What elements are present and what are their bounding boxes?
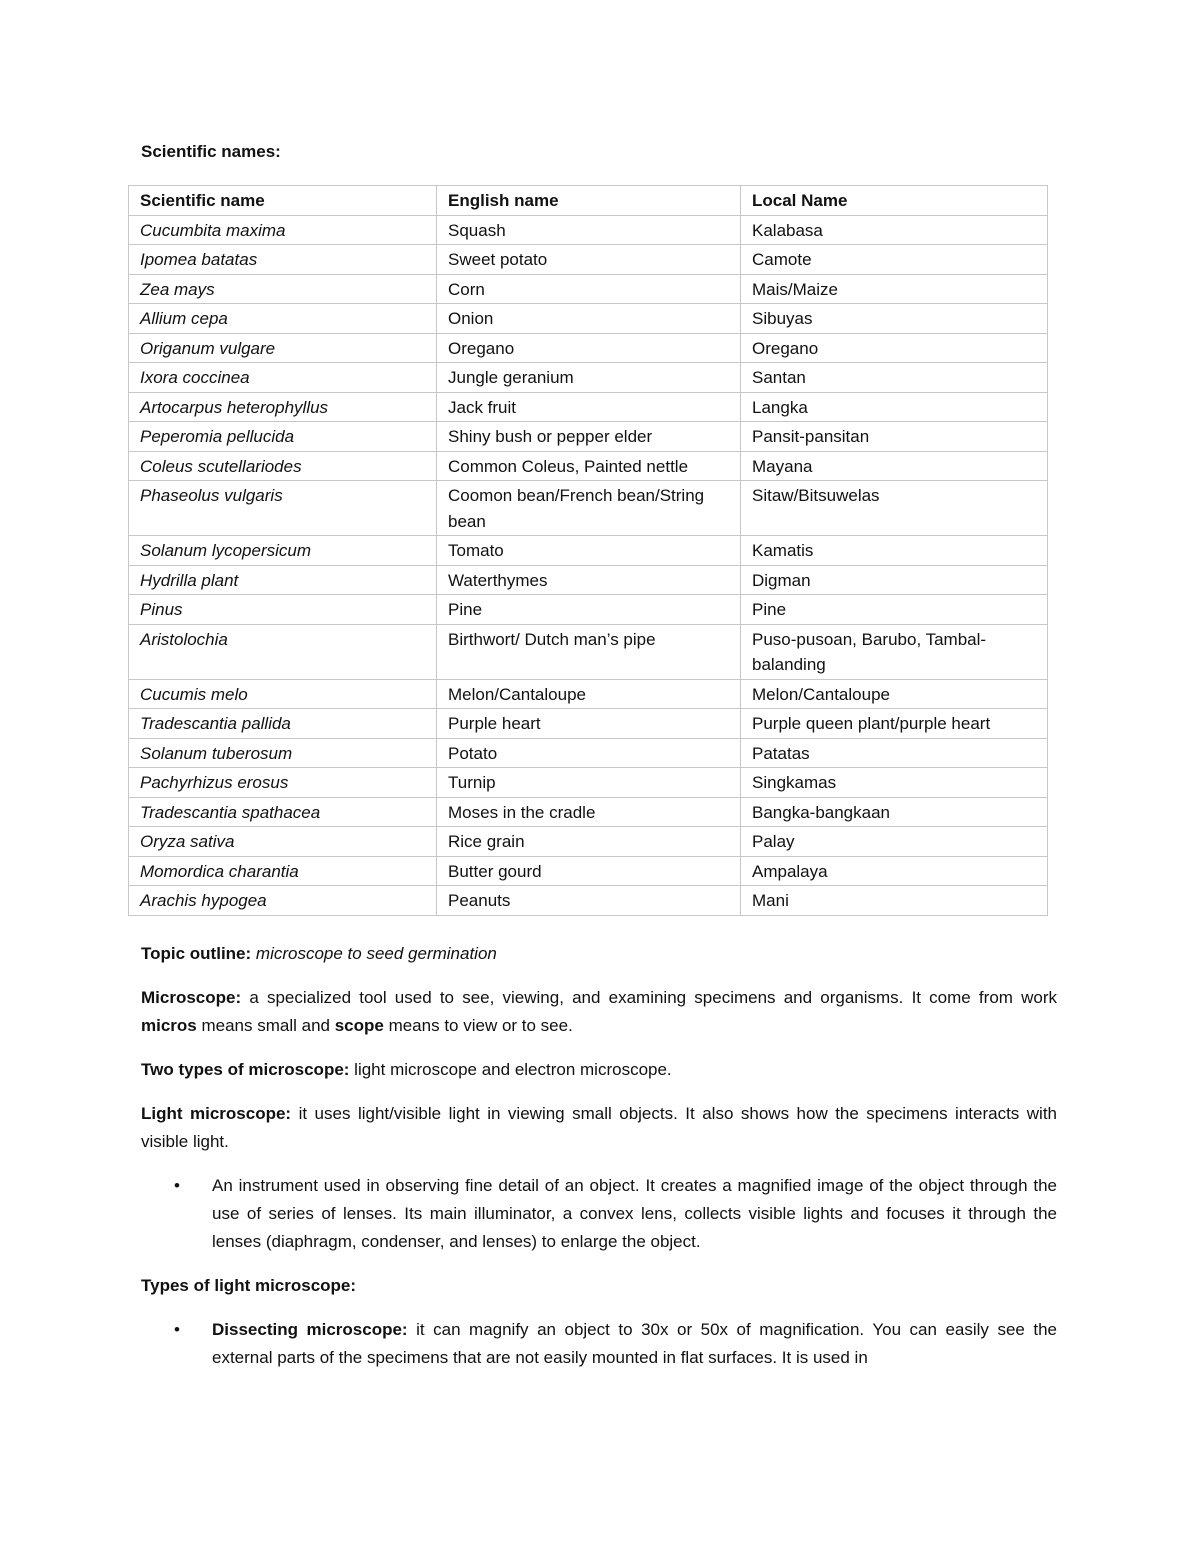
table-row [129, 274, 1048, 304]
local-name-cell: Singkamas [741, 768, 1048, 798]
table-row [129, 422, 1048, 452]
local-name-cell: Mani [741, 886, 1048, 916]
bullet-icon: • [174, 1176, 180, 1195]
english-name-cell: Corn [437, 274, 741, 304]
types-light-heading [141, 1272, 1057, 1300]
light-bullet-text: An instrument used in observing fine detail of an object. It creates a magnified image of the object through the use of series of lenses. Its main illuminator, a convex lens, collects visible lights and focuses it through the lenses (diaphragm, condenser, and lenses) to enlarge the object. [212, 1176, 1057, 1251]
english-name-cell: Potato [437, 738, 741, 768]
table-row [129, 827, 1048, 857]
column-header-english: English name [437, 186, 741, 216]
scientific-name-cell: Arachis hypogea [129, 886, 437, 916]
english-name-cell: Oregano [437, 333, 741, 363]
local-name-cell: Patatas [741, 738, 1048, 768]
scientific-name-cell: Cucumis melo [129, 679, 437, 709]
two-types-label: Two types of microscope: [141, 1060, 350, 1079]
two-types-text: light microscope and electron microscope. [349, 1060, 672, 1079]
light-microscope-paragraph [141, 1100, 1057, 1156]
local-name-cell: Bangka-bangkaan [741, 797, 1048, 827]
light-microscope-bullets [141, 1172, 1057, 1256]
english-name-cell: Shiny bush or pepper elder [437, 422, 741, 452]
topic-text: microscope to seed germination [255, 944, 497, 963]
scientific-name-cell: Origanum vulgare [129, 333, 437, 363]
local-name-cell: Santan [741, 363, 1048, 393]
list-item [141, 1316, 1057, 1372]
scientific-name-cell: Zea mays [129, 274, 437, 304]
english-name-cell: Butter gourd [437, 856, 741, 886]
list-item [141, 1172, 1057, 1256]
english-name-cell: Pine [437, 595, 741, 625]
column-header-scientific: Scientific name [129, 186, 437, 216]
scientific-name-cell: Peperomia pellucida [129, 422, 437, 452]
scope-term: scope [334, 1016, 384, 1035]
english-name-cell: Rice grain [437, 827, 741, 857]
scientific-name-cell: Ipomea batatas [129, 245, 437, 275]
table-row [129, 245, 1048, 275]
local-name-cell: Pine [741, 595, 1048, 625]
local-name-cell: Sitaw/Bitsuwelas [741, 481, 1048, 536]
english-name-cell: Sweet potato [437, 245, 741, 275]
english-name-cell: Onion [437, 304, 741, 334]
bullet-icon: • [174, 1320, 180, 1339]
body-text [141, 940, 1057, 1388]
section-heading: Scientific names: [141, 142, 281, 161]
table-row [129, 679, 1048, 709]
scientific-name-cell: Pachyrhizus erosus [129, 768, 437, 798]
scientific-name-cell: Hydrilla plant [129, 565, 437, 595]
local-name-cell: Palay [741, 827, 1048, 857]
local-name-cell: Kalabasa [741, 215, 1048, 245]
types-light-label: Types of light microscope: [141, 1276, 357, 1295]
table-row [129, 481, 1048, 536]
light-microscope-text: it uses light/visible light in viewing small objects. It also shows how the specimens interacts with visible light. [141, 1104, 1057, 1151]
scientific-name-cell: Ixora coccinea [129, 363, 437, 393]
micros-term: micros [141, 1016, 197, 1035]
scientific-name-cell: Phaseolus vulgaris [129, 481, 437, 536]
table-row [129, 709, 1048, 739]
scientific-name-cell: Oryza sativa [129, 827, 437, 857]
table-row [129, 797, 1048, 827]
table-row [129, 624, 1048, 679]
english-name-cell: Tomato [437, 536, 741, 566]
local-name-cell: Pansit-pansitan [741, 422, 1048, 452]
dissecting-text: it can magnify an object to 30x or 50x of magnification. You can easily see the external parts of the specimens that are not easily mounted in flat surfaces. It is used in [212, 1320, 1058, 1367]
local-name-cell: Puso-pusoan, Barubo, Tambal-balanding [741, 624, 1048, 679]
dissecting-label: Dissecting microscope: [212, 1320, 408, 1339]
scientific-name-cell: Tradescantia pallida [129, 709, 437, 739]
microscope-text-3: means to view or to see. [383, 1016, 573, 1035]
light-microscope-label: Light microscope: [141, 1104, 292, 1123]
scientific-name-cell: Artocarpus heterophyllus [129, 392, 437, 422]
english-name-cell: Squash [437, 215, 741, 245]
english-name-cell: Birthwort/ Dutch man’s pipe [437, 624, 741, 679]
local-name-cell: Oregano [741, 333, 1048, 363]
local-name-cell: Langka [741, 392, 1048, 422]
table-row [129, 304, 1048, 334]
local-name-cell: Digman [741, 565, 1048, 595]
table-row [129, 451, 1048, 481]
local-name-cell: Ampalaya [741, 856, 1048, 886]
species-table [128, 185, 1048, 916]
english-name-cell: Purple heart [437, 709, 741, 739]
table-row [129, 333, 1048, 363]
scientific-name-cell: Aristolochia [129, 624, 437, 679]
table-row [129, 215, 1048, 245]
scientific-name-cell: Allium cepa [129, 304, 437, 334]
english-name-cell: Coomon bean/French bean/String bean [437, 481, 741, 536]
english-name-cell: Turnip [437, 768, 741, 798]
english-name-cell: Jack fruit [437, 392, 741, 422]
two-types-paragraph [141, 1056, 1057, 1084]
scientific-name-cell: Tradescantia spathacea [129, 797, 437, 827]
table-row [129, 738, 1048, 768]
table-row [129, 856, 1048, 886]
microscope-text-2: means small and [196, 1016, 335, 1035]
microscope-definition [141, 984, 1057, 1040]
english-name-cell: Melon/Cantaloupe [437, 679, 741, 709]
english-name-cell: Peanuts [437, 886, 741, 916]
table-row [129, 595, 1048, 625]
table-row [129, 392, 1048, 422]
scientific-name-cell: Solanum lycopersicum [129, 536, 437, 566]
column-header-local: Local Name [741, 186, 1048, 216]
table-row [129, 565, 1048, 595]
table-header-row [129, 186, 1048, 216]
table-row [129, 536, 1048, 566]
local-name-cell: Camote [741, 245, 1048, 275]
table-row [129, 886, 1048, 916]
microscope-label: Microscope: [141, 988, 242, 1007]
species-table-body [129, 215, 1048, 915]
page-header [141, 140, 1057, 184]
table-row [129, 363, 1048, 393]
local-name-cell: Sibuyas [741, 304, 1048, 334]
scientific-name-cell: Coleus scutellariodes [129, 451, 437, 481]
local-name-cell: Purple queen plant/purple heart [741, 709, 1048, 739]
microscope-text-1: a specialized tool used to see, viewing, and examining specimens and organisms. It come from work [241, 988, 1057, 1007]
topic-label: Topic outline: [141, 944, 252, 963]
english-name-cell: Waterthymes [437, 565, 741, 595]
scientific-name-cell: Momordica charantia [129, 856, 437, 886]
scientific-name-cell: Cucumbita maxima [129, 215, 437, 245]
local-name-cell: Mayana [741, 451, 1048, 481]
local-name-cell: Mais/Maize [741, 274, 1048, 304]
scientific-name-cell: Solanum tuberosum [129, 738, 437, 768]
local-name-cell: Kamatis [741, 536, 1048, 566]
english-name-cell: Common Coleus, Painted nettle [437, 451, 741, 481]
english-name-cell: Moses in the cradle [437, 797, 741, 827]
scientific-name-cell: Pinus [129, 595, 437, 625]
topic-outline [141, 940, 1057, 968]
english-name-cell: Jungle geranium [437, 363, 741, 393]
types-light-bullets [141, 1316, 1057, 1372]
local-name-cell: Melon/Cantaloupe [741, 679, 1048, 709]
table-row [129, 768, 1048, 798]
